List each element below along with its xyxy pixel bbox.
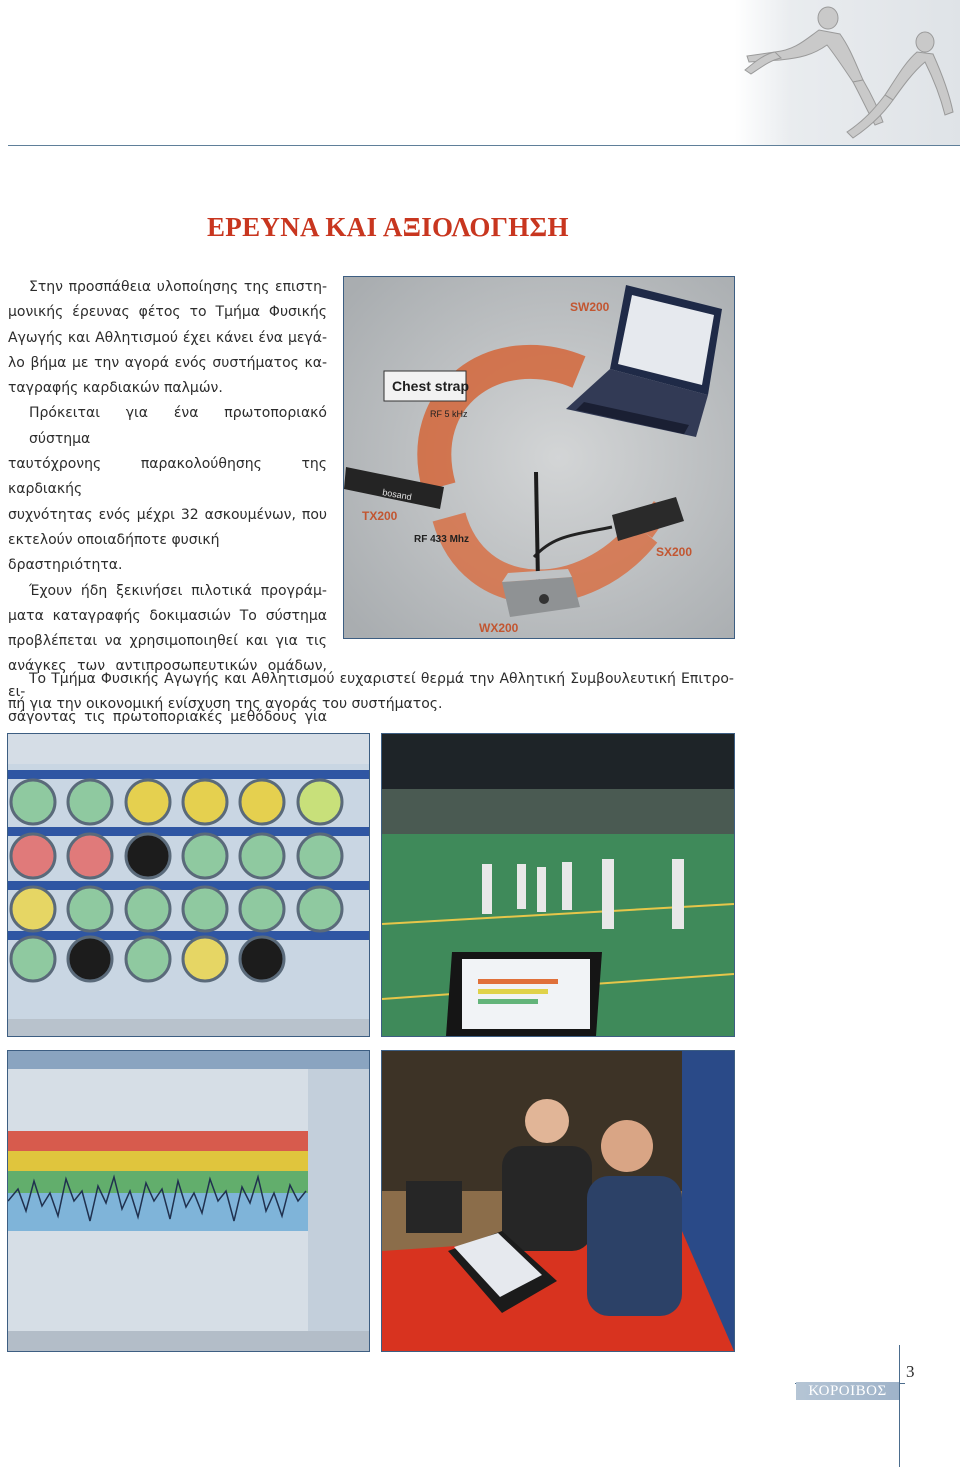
label-brand: bosand [381,487,413,503]
text-line: Πρόκειται για ένα πρωτοποριακό σύστημα [29,405,327,447]
footer-rule-vertical [899,1345,900,1467]
system-diagram [343,276,735,639]
text-line: πή για την οικονομική ενίσχυση της αγοράς του συστήματος. [8,696,443,713]
text-line: ματα καταγραφής δοκιμασιών Το σύστημα [8,607,327,624]
text-line: συχνότητας ενός μέχρι 32 ασκουμένων, που [8,506,327,523]
paragraph-system [8,401,327,578]
text-line: ανάγκες των αντιπροσωπευτικών ομάδων, ει- [8,658,327,700]
photo-gym-athletes [381,733,735,1037]
text-line: προβλέπεται να χρησιμοποιηθεί και για τις [8,633,327,650]
researchers-graphic [382,1051,734,1351]
text-line: Έχουν ήδη ξεκινήσει πιλοτικά προγράμ- [29,582,327,599]
paragraph-intro [8,275,327,401]
label-sx200: SX200 [656,545,693,559]
label-tx200: TX200 [362,509,398,523]
header-rule [8,145,960,146]
system-diagram-graphic [344,277,734,638]
heart-rate-graphic [8,1051,369,1351]
label-rf-5: RF 5 kHz [430,409,468,419]
text-line: ταυτόχρονης παρακολούθησης της καρδιακής [8,456,327,498]
text-line: λο βήμα με την αγορά ενός συστήματος κα- [8,354,327,371]
text-line: Αγωγής και Αθλητισμού έχει κάνει ένα μεγά- [8,329,327,346]
text-line: ταγραφής καρδιακών παλμών. [8,380,223,397]
magazine-name: ΚΟΡΟΙΒΟΣ [796,1382,899,1400]
photo-heart-rate-screen [7,1050,370,1352]
photo-gauges-screen [7,733,370,1037]
label-chest-strap: Chest strap [392,378,470,394]
photo-researchers-laptop [381,1050,735,1352]
label-rf-433: RF 433 Mhz [414,534,470,545]
laptop-icon [446,952,602,1036]
text-line: σάγοντας τις πρωτοποριακές μεθόδους για [8,709,327,726]
label-sw200: SW200 [570,300,610,314]
text-line: εκτελούν οποιαδήποτε φυσική δραστηριότητα. [8,531,220,574]
text-line: Το Τμήμα Φυσικής Αγωγής και Αθλητισμού ευχαριστεί θερμά την Αθλητική Συμβουλευτική Επιτρο- [29,671,734,687]
page-title: ΕΡΕΥΝΑ ΚΑΙ ΑΞΙΟΛΟΓΗΣΗ [207,212,569,242]
paragraph-thanks [8,667,734,718]
text-line: μονικής έρευνας φέτος το Τμήμα Φυσικής [8,304,327,321]
page-number: 3 [906,1362,915,1381]
label-wx200: WX200 [479,621,519,635]
gym-graphic [382,734,734,1036]
text-line: Στην προσπάθεια υλοποίησης της επιστη- [29,279,327,295]
athletes-illustration [735,0,960,146]
gauges-screen-graphic [8,734,369,1036]
